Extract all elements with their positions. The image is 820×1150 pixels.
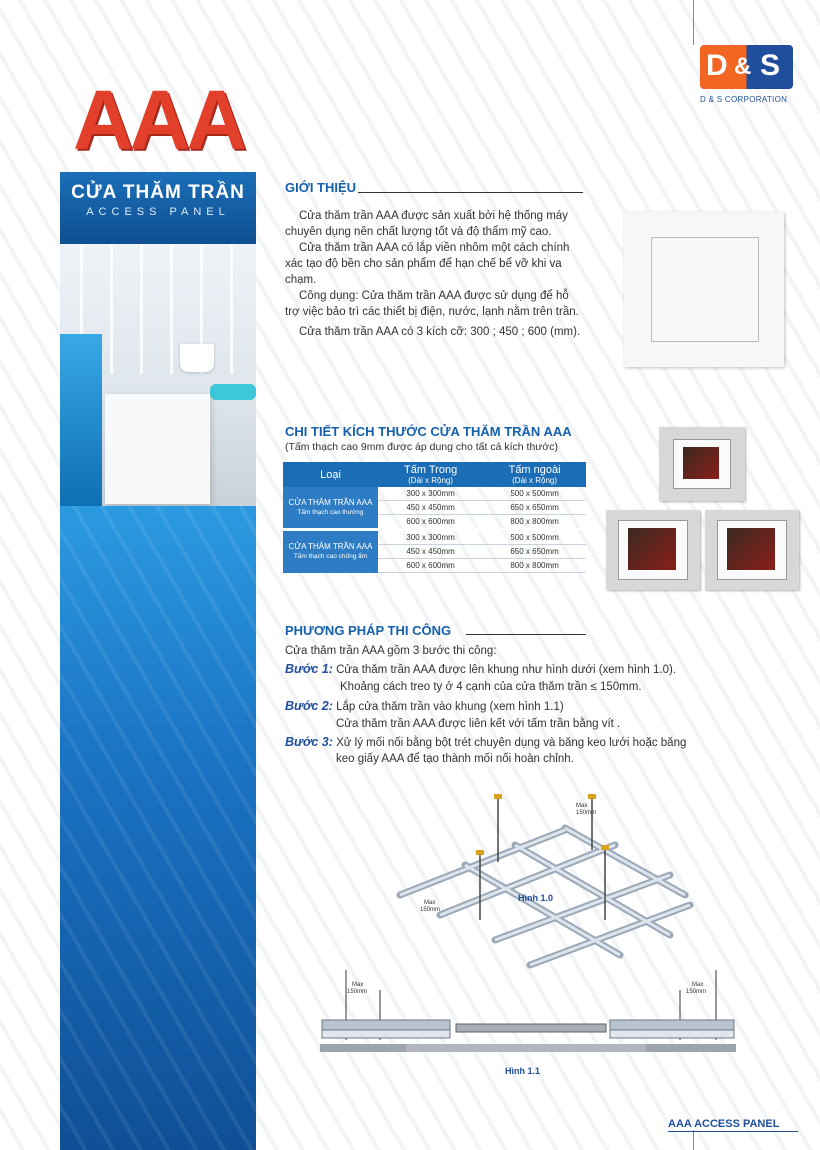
brand-banner [60, 172, 256, 244]
col-header-inner: Tấm Trong (Dài x Rộng) [378, 462, 483, 487]
brand-subtitle: ACCESS PANEL [86, 206, 230, 218]
intro-paragraph-1: Cửa thăm trần AAA được sản xuất bởi hệ thống máy chuyên dụng nên chất lượng tốt và độ thẩm mỹ cao. [285, 210, 568, 238]
step-2-detail: Cửa thăm trần AAA được liên kết với tấm trần bằng vít . [336, 718, 621, 730]
logo-ampersand: & [734, 53, 752, 80]
intro-text [285, 208, 585, 340]
step-3-label: Bước 3: [285, 735, 333, 749]
max-value-d: 150mm [686, 989, 707, 995]
step-3-text: Xử lý mối nối bằng bột trét chuyên dụng và băng keo lưới hoặc băng [336, 737, 687, 749]
step-1-detail: Khoảng cách treo ty ở 4 cạnh của cửa thăm trần ≤ 150mm. [340, 681, 642, 693]
details-note: (Tấm thạch cao 9mm được áp dụng cho tất cả kích thước) [285, 441, 558, 453]
table-row [283, 530, 586, 545]
max-value-b: 150mm [420, 907, 441, 913]
table-cell: 600 x 600mm [378, 559, 483, 573]
table-cell: 300 x 300mm [378, 487, 483, 501]
intro-paragraph-2: Cửa thăm trần AAA có lắp viền nhôm một cách chính xác tạo độ bền cho sản phẩm để hạn chế bể vỡ khi va chạm. [285, 242, 570, 286]
brand-title: CỬA THĂM TRẦN [71, 182, 245, 203]
col-header-outer: Tấm ngoài (Dài x Rộng) [483, 462, 586, 487]
panel-thumb-300 [659, 427, 745, 501]
left-blue-panel [60, 506, 256, 1150]
step-2-text: Lắp cửa thăm trần vào khung (xem hình 1.1) [336, 701, 564, 713]
max-label-b: Max [424, 900, 436, 906]
panel-thumb-600 [705, 510, 799, 590]
step-3 [285, 734, 765, 751]
table-cell: 450 x 450mm [378, 545, 483, 559]
table-cell: 800 x 800mm [483, 559, 586, 573]
method-intro: Cửa thăm trần AAA gồm 3 bước thi công: [285, 645, 497, 657]
table-cell: 500 x 500mm [483, 530, 586, 545]
table-cell: 300 x 300mm [378, 530, 483, 545]
group-2-type: CỬA THĂM TRẦN AAA Tấm thạch cao chống ẩm [283, 530, 378, 573]
figure-1-0-label: Hình 1.0 [518, 893, 554, 903]
max-value-c: 150mm [347, 989, 368, 995]
col-header-type: Loại [283, 462, 378, 487]
max-label-d: Max [692, 982, 704, 988]
footer-title: AAA ACCESS PANEL [668, 1118, 780, 1130]
table-cell: 800 x 800mm [483, 515, 586, 530]
max-label-a: Max [576, 803, 588, 809]
intro-heading-rule [358, 192, 583, 193]
section-figure [318, 960, 738, 1060]
step-1 [285, 661, 765, 678]
bottom-divider [693, 1130, 694, 1150]
photo-blue-wall [60, 334, 102, 506]
intro-paragraph-4: Cửa thăm trần AAA có 3 kích cỡ: 300 ; 450 ; 600 (mm). [299, 326, 581, 338]
table-row [283, 487, 586, 501]
step-1-label: Bước 1: [285, 662, 333, 676]
photo-chairs [210, 384, 256, 400]
lobby-photo [60, 244, 256, 506]
table-cell: 600 x 600mm [378, 515, 483, 530]
panel-thumb-450 [606, 510, 700, 590]
top-divider [693, 0, 694, 45]
size-table [283, 462, 586, 573]
logo-corp-name: D & S CORPORATION [700, 95, 788, 104]
details-heading: CHI TIẾT KÍCH THƯỚC CỬA THĂM TRẦN AAA [285, 424, 572, 439]
intro-heading: GIỚI THIỆU [285, 180, 357, 195]
table-cell: 650 x 650mm [483, 501, 586, 515]
photo-lamp [180, 344, 214, 372]
access-panel-door [651, 237, 759, 342]
max-label-c: Max [352, 982, 364, 988]
step-1-text: Cửa thăm trần AAA được lên khung như hình dưới (xem hình 1.0). [336, 664, 677, 676]
method-heading: PHƯƠNG PHÁP THI CÔNG [285, 623, 452, 638]
method-heading-rule [466, 634, 586, 635]
step-2-label: Bước 2: [285, 699, 333, 713]
group-1-type: CỬA THĂM TRẦN AAA Tấm thạch cao thường [283, 487, 378, 530]
brand-aaa-logo [60, 70, 256, 170]
table-cell: 500 x 500mm [483, 487, 586, 501]
photo-reception-desk [105, 394, 210, 504]
step-2 [285, 698, 765, 715]
max-value-a: 150mm [576, 810, 597, 816]
logo-letter-d: D [706, 49, 728, 82]
figure-1-1-label: Hình 1.1 [505, 1066, 541, 1076]
intro-paragraph-3: Công dụng: Cửa thăm trần AAA được sử dụng để hỗ trợ việc bảo trì các thiết bị điện, nước, lạnh nằm trên trần. [285, 290, 579, 318]
brand-aaa-text: AAA [73, 73, 243, 167]
step-3-detail: keo giấy AAA để tạo thành mối nối hoàn chỉnh. [336, 753, 574, 765]
table-cell: 650 x 650mm [483, 545, 586, 559]
logo-letter-s: S [760, 49, 781, 82]
table-cell: 450 x 450mm [378, 501, 483, 515]
ceiling-grid-figure [380, 790, 700, 980]
footer-rule [668, 1131, 798, 1132]
access-panel-image [624, 212, 784, 367]
company-logo [700, 45, 795, 93]
